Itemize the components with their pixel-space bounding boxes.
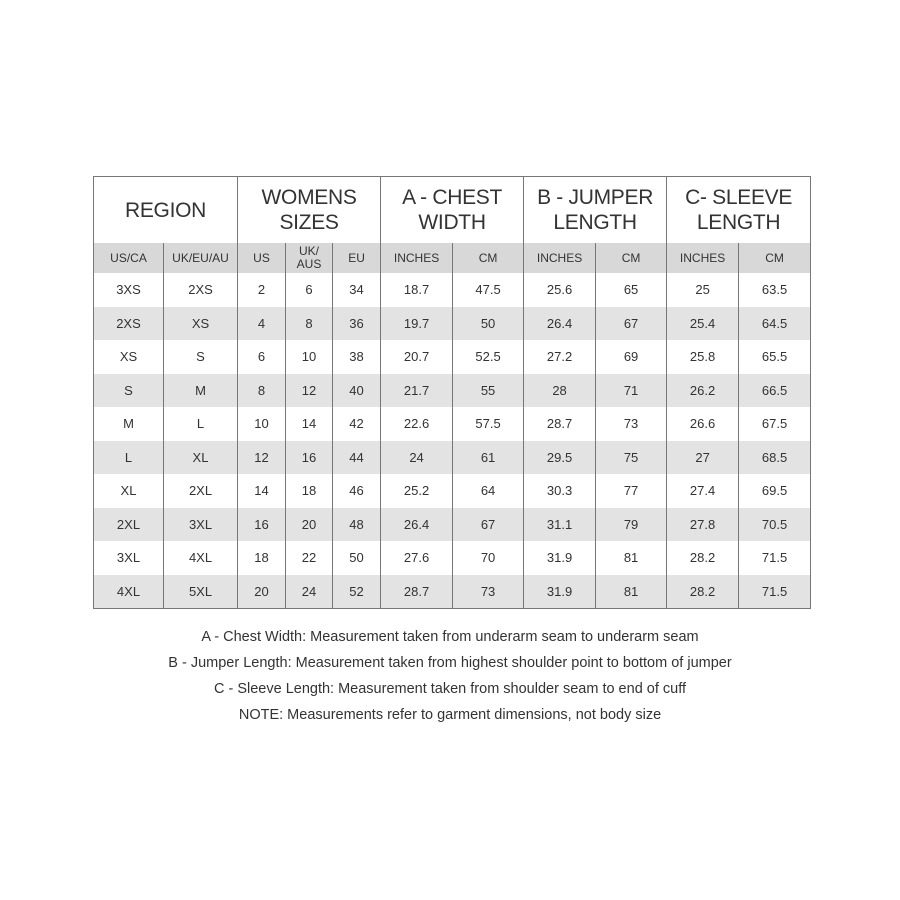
group-header-line: B - JUMPER	[537, 186, 654, 209]
group-header-line: LENGTH	[696, 211, 781, 234]
table-row	[94, 441, 811, 475]
table-cell: 71.5	[739, 541, 811, 575]
table-cell: 22.6	[381, 407, 453, 441]
column-header-line: UK/	[299, 244, 320, 258]
table-cell: 24	[381, 441, 453, 475]
table-cell: 10	[238, 407, 286, 441]
table-cell: 27.4	[667, 474, 739, 508]
table-cell: 73	[596, 407, 667, 441]
column-header	[381, 243, 453, 273]
table-cell: 65.5	[739, 340, 811, 374]
table-cell: 42	[333, 407, 381, 441]
column-header-row	[94, 243, 811, 273]
table-cell: 28	[524, 374, 596, 408]
table-cell: 26.4	[381, 508, 453, 542]
table-cell: 2XS	[94, 307, 164, 341]
table-cell: 19.7	[381, 307, 453, 341]
table-cell: 34	[333, 273, 381, 307]
table-cell: 28.2	[667, 575, 739, 609]
table-cell: 27.2	[524, 340, 596, 374]
table-cell: 16	[238, 508, 286, 542]
table-cell: 81	[596, 575, 667, 609]
column-header-line: CM	[621, 250, 641, 265]
table-cell: 28.7	[381, 575, 453, 609]
table-cell: 27	[667, 441, 739, 475]
table-cell: XL	[164, 441, 238, 475]
table-cell: 50	[333, 541, 381, 575]
table-cell: 52.5	[453, 340, 524, 374]
table-row	[94, 307, 811, 341]
table-cell: 71	[596, 374, 667, 408]
table-cell: 30.3	[524, 474, 596, 508]
table-cell: 5XL	[164, 575, 238, 609]
table-cell: 4XL	[164, 541, 238, 575]
note-jumper-length: B - Jumper Length: Measurement taken from highest shoulder point to bottom of jumper	[168, 655, 732, 671]
table-cell: M	[164, 374, 238, 408]
table-cell: 66.5	[739, 374, 811, 408]
column-header	[596, 243, 667, 273]
column-header-line: INCHES	[536, 250, 583, 265]
note-sleeve-length: C - Sleeve Length: Measurement taken from shoulder seam to end of cuff	[213, 681, 687, 697]
table-cell: 16	[286, 441, 333, 475]
table-cell: 14	[238, 474, 286, 508]
table-cell: 31.9	[524, 541, 596, 575]
table-cell: 25.8	[667, 340, 739, 374]
note-chest-width: A - Chest Width: Measurement taken from underarm seam to underarm seam	[201, 629, 699, 645]
table-cell: 47.5	[453, 273, 524, 307]
table-cell: XL	[94, 474, 164, 508]
table-cell: 67	[453, 508, 524, 542]
table-cell: 20.7	[381, 340, 453, 374]
table-cell: 24	[286, 575, 333, 609]
table-cell: 20	[238, 575, 286, 609]
table-cell: 71.5	[739, 575, 811, 609]
table-cell: 65	[596, 273, 667, 307]
table-cell: 26.2	[667, 374, 739, 408]
table-cell: 2	[238, 273, 286, 307]
table-cell: 64	[453, 474, 524, 508]
table-row	[94, 575, 811, 609]
table-cell: S	[164, 340, 238, 374]
note-garment-dimensions: NOTE: Measurements refer to garment dimensions, not body size	[238, 707, 662, 723]
column-header	[333, 243, 381, 273]
group-header-row	[94, 177, 811, 244]
table-row	[94, 474, 811, 508]
table-cell: 6	[238, 340, 286, 374]
column-header-line: INCHES	[393, 250, 440, 265]
table-cell: 36	[333, 307, 381, 341]
table-cell: 6	[286, 273, 333, 307]
table-cell: 4	[238, 307, 286, 341]
table-cell: 28.2	[667, 541, 739, 575]
table-cell: 2XL	[164, 474, 238, 508]
table-cell: 8	[286, 307, 333, 341]
table-cell: 31.1	[524, 508, 596, 542]
table-cell: 27.6	[381, 541, 453, 575]
table-cell: 77	[596, 474, 667, 508]
table-cell: 4XL	[94, 575, 164, 609]
group-header-line: REGION	[124, 198, 207, 222]
column-header	[286, 243, 333, 273]
table-row	[94, 407, 811, 441]
table-cell: 46	[333, 474, 381, 508]
table-cell: 38	[333, 340, 381, 374]
table-cell: 20	[286, 508, 333, 542]
table-cell: 18	[286, 474, 333, 508]
column-header	[667, 243, 739, 273]
size-chart-table	[93, 176, 811, 609]
column-header-line: UK/EU/AU	[172, 250, 229, 265]
column-header-line: CM	[478, 250, 498, 265]
column-header	[238, 243, 286, 273]
table-cell: 12	[286, 374, 333, 408]
table-cell: 18.7	[381, 273, 453, 307]
table-cell: 73	[453, 575, 524, 609]
table-row	[94, 374, 811, 408]
table-cell: 27.8	[667, 508, 739, 542]
table-cell: 28.7	[524, 407, 596, 441]
table-row	[94, 340, 811, 374]
table-cell: 2XS	[164, 273, 238, 307]
column-header-line: EU	[348, 250, 365, 265]
table-cell: 70	[453, 541, 524, 575]
table-cell: 26.4	[524, 307, 596, 341]
table-cell: 57.5	[453, 407, 524, 441]
group-header-womens-sizes	[238, 177, 381, 244]
table-cell: 69	[596, 340, 667, 374]
column-header	[453, 243, 524, 273]
table-cell: 22	[286, 541, 333, 575]
table-cell: 50	[453, 307, 524, 341]
table-cell: 64.5	[739, 307, 811, 341]
table-cell: 29.5	[524, 441, 596, 475]
table-cell: 8	[238, 374, 286, 408]
group-header-jumper-length	[524, 177, 667, 244]
column-header-line: INCHES	[679, 250, 726, 265]
table-cell: 69.5	[739, 474, 811, 508]
table-cell: 52	[333, 575, 381, 609]
table-cell: M	[94, 407, 164, 441]
column-header	[164, 243, 238, 273]
table-cell: 25	[667, 273, 739, 307]
table-cell: S	[94, 374, 164, 408]
table-cell: 31.9	[524, 575, 596, 609]
table-cell: 63.5	[739, 273, 811, 307]
group-header-line: LENGTH	[553, 211, 637, 234]
table-cell: 21.7	[381, 374, 453, 408]
table-cell: 79	[596, 508, 667, 542]
group-header-line: SIZES	[279, 211, 339, 234]
table-cell: 3XL	[164, 508, 238, 542]
column-header	[524, 243, 596, 273]
group-header-sleeve-length	[667, 177, 811, 244]
group-header-line: WIDTH	[418, 211, 486, 234]
group-header-line: WOMENS	[261, 186, 357, 209]
table-cell: 3XL	[94, 541, 164, 575]
table-cell: 68.5	[739, 441, 811, 475]
table-cell: 25.6	[524, 273, 596, 307]
column-header	[94, 243, 164, 273]
table-cell: 81	[596, 541, 667, 575]
table-cell: 2XL	[94, 508, 164, 542]
measurement-notes	[0, 624, 900, 728]
column-header-line: US	[253, 250, 270, 265]
column-header-line: CM	[765, 250, 784, 265]
table-cell: L	[94, 441, 164, 475]
column-header-line: US/CA	[110, 250, 147, 265]
table-cell: 18	[238, 541, 286, 575]
group-header-line: A - CHEST	[402, 186, 503, 209]
table-cell: 25.2	[381, 474, 453, 508]
table-row	[94, 508, 811, 542]
table-cell: 61	[453, 441, 524, 475]
table-cell: 70.5	[739, 508, 811, 542]
table-cell: 55	[453, 374, 524, 408]
table-cell: 14	[286, 407, 333, 441]
table-cell: 75	[596, 441, 667, 475]
table-cell: XS	[94, 340, 164, 374]
table-cell: 26.6	[667, 407, 739, 441]
table-cell: 10	[286, 340, 333, 374]
table-cell: 44	[333, 441, 381, 475]
table-cell: 3XS	[94, 273, 164, 307]
table-cell: 67.5	[739, 407, 811, 441]
table-cell: XS	[164, 307, 238, 341]
group-header-chest-width	[381, 177, 524, 244]
table-cell: 67	[596, 307, 667, 341]
table-cell: 40	[333, 374, 381, 408]
table-row	[94, 541, 811, 575]
table-cell: 48	[333, 508, 381, 542]
table-row	[94, 273, 811, 307]
table-body	[94, 273, 811, 609]
table-cell: 12	[238, 441, 286, 475]
column-header-line: AUS	[296, 257, 322, 271]
group-header-line: C- SLEEVE	[685, 186, 793, 209]
table-cell: 25.4	[667, 307, 739, 341]
column-header	[739, 243, 811, 273]
table-cell: L	[164, 407, 238, 441]
group-header-region	[94, 177, 238, 244]
